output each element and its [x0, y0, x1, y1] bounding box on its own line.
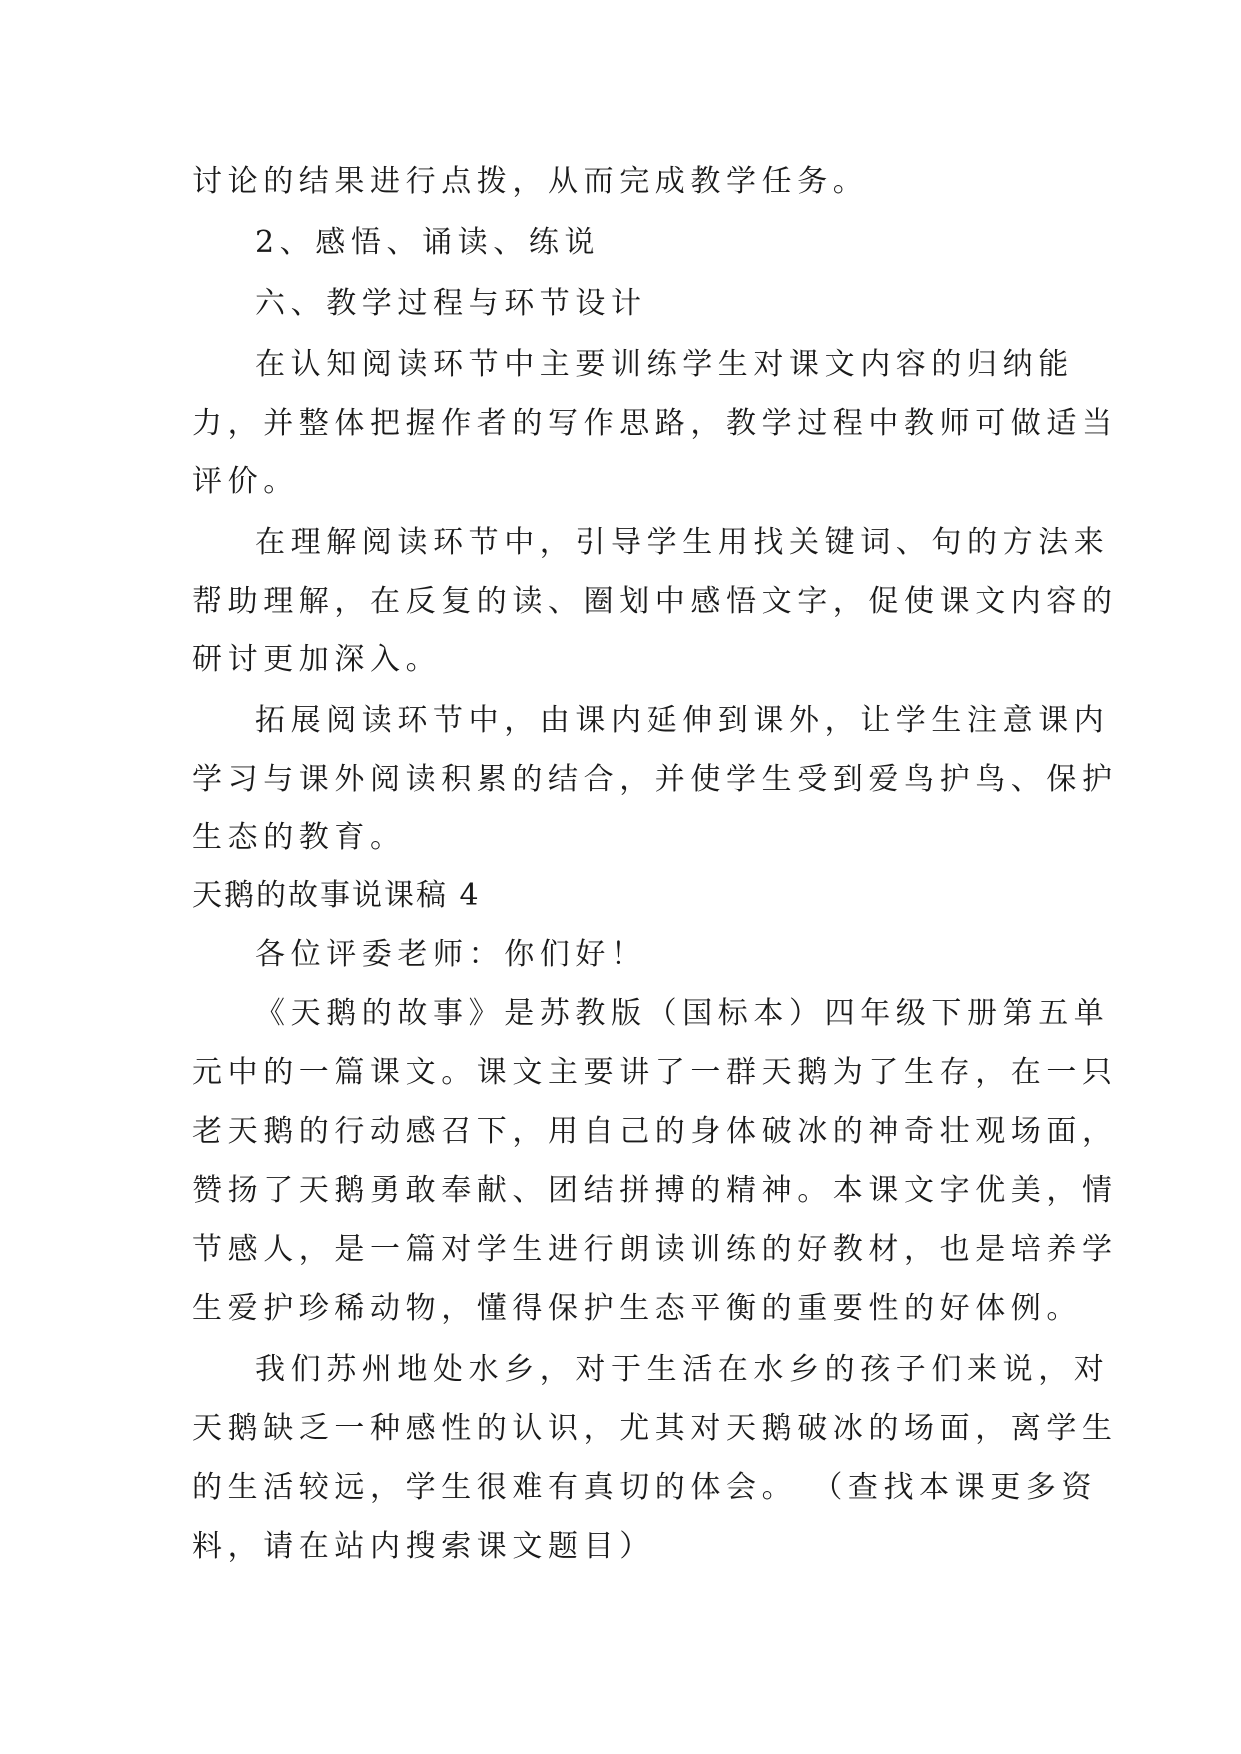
text-line: 《天鹅的故事》是苏教版（国标本）四年级下册第五单 [255, 996, 1110, 1031]
text-line: 料，请在站内搜索课文题目） [192, 1529, 655, 1564]
section-heading: 六、教学过程与环节设计 [255, 286, 647, 321]
text-line: 天鹅缺乏一种感性的认识，尤其对天鹅破冰的场面，离学生 [192, 1411, 1118, 1446]
text-line: 的生活较远，学生很难有真切的体会。 （查找本课更多资 [192, 1470, 1098, 1505]
text-line: 生态的教育。 [192, 820, 406, 855]
text-line: 在理解阅读环节中，引导学生用找关键词、句的方法来 [255, 525, 1110, 560]
document-title: 天鹅的故事说课稿 4 [192, 878, 481, 913]
text-line: 节感人，是一篇对学生进行朗读训练的好教材，也是培养学 [192, 1232, 1118, 1267]
text-line: 在认知阅读环节中主要训练学生对课文内容的归纳能 [255, 347, 1074, 382]
text-line: 生爱护珍稀动物，懂得保护生态平衡的重要性的好体例。 [192, 1291, 1082, 1326]
text-line: 力，并整体把握作者的写作思路，教学过程中教师可做适当 [192, 406, 1118, 441]
text-line: 赞扬了天鹅勇敢奉献、团结拼搏的精神。本课文字优美，情 [192, 1173, 1118, 1208]
list-item: 2、感悟、诵读、练说 [255, 225, 601, 260]
text-line: 帮助理解，在反复的读、圈划中感悟文字，促使课文内容的 [192, 584, 1118, 619]
text-line: 元中的一篇课文。课文主要讲了一群天鹅为了生存，在一只 [192, 1055, 1118, 1090]
text-line: 拓展阅读环节中，由课内延伸到课外，让学生注意课内 [255, 703, 1110, 738]
salutation: 各位评委老师：你们好！ [255, 937, 647, 972]
text-line: 我们苏州地处水乡，对于生活在水乡的孩子们来说，对 [255, 1352, 1110, 1387]
text-line: 讨论的结果进行点拨，从而完成教学任务。 [192, 164, 869, 199]
text-line: 评价。 [192, 464, 299, 499]
text-line: 学习与课外阅读积累的结合，并使学生受到爱鸟护鸟、保护 [192, 762, 1118, 797]
text-line: 老天鹅的行动感召下，用自己的身体破冰的神奇壮观场面， [192, 1114, 1118, 1149]
text-line: 研讨更加深入。 [192, 642, 442, 677]
